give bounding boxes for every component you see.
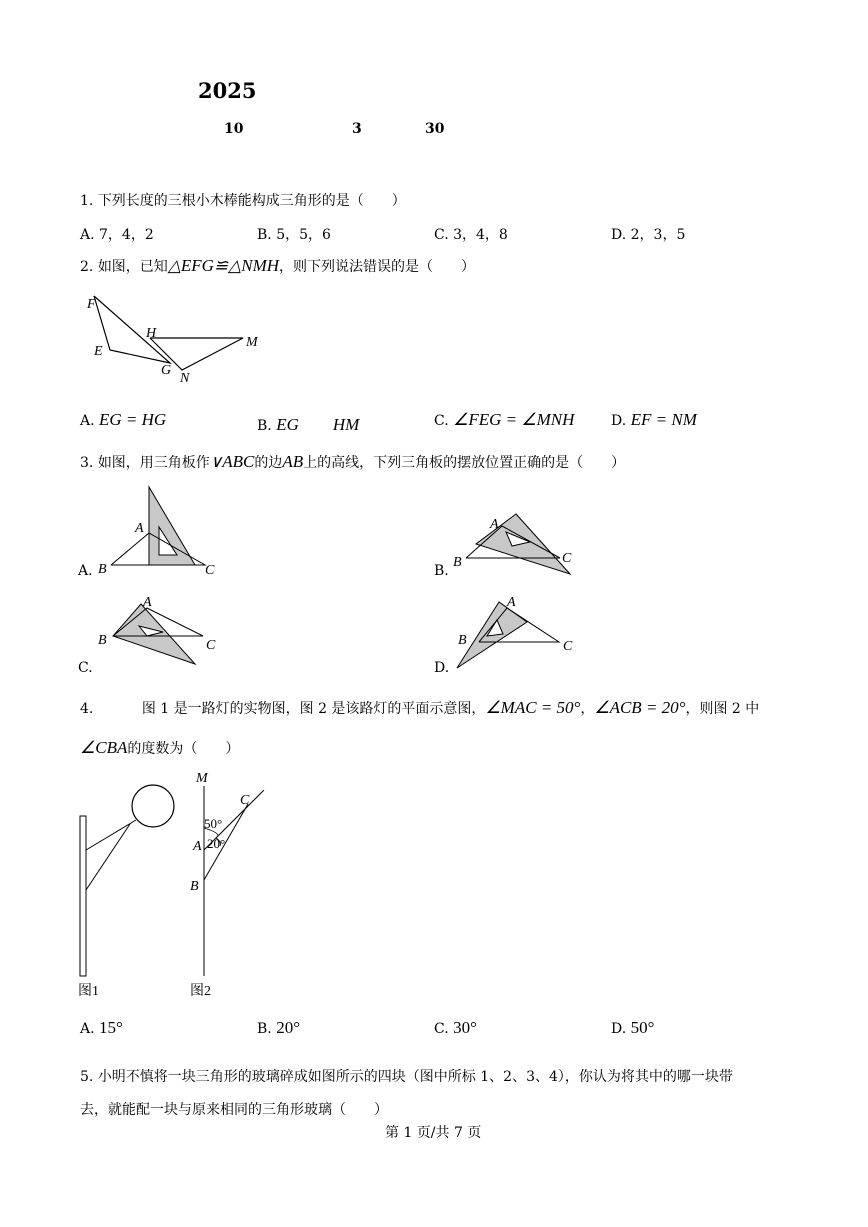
label-h: H [146,326,157,341]
option-c: C. 3，4，8 [434,227,508,243]
question-number: 3. [80,455,94,471]
q4-option-d: D. 50° [611,1018,655,1037]
label-b: B [98,633,107,648]
question-number: 5. [80,1069,94,1085]
q2-option-b: B. EG HM [257,415,360,434]
q4-option-a: A. 15° [80,1018,123,1037]
label-b: B [458,633,467,648]
label-a: A [490,517,499,532]
q2-option-a: A. EG = HG [80,410,167,429]
label-e: E [94,344,103,359]
q3-option-d: D. [434,660,450,676]
question-4-cont: ∠CBA的度数为（ ） [80,738,240,757]
q4-option-c: C. 30° [434,1018,477,1037]
question-4: 4. 图 1 是一路灯的实物图，图 2 是该路灯的平面示意图，∠MAC = 50°，∠ACB = 20°，则图 2 中 [80,698,760,717]
exam-year: 2025 [198,78,257,103]
q2-figure [80,292,280,392]
label-c: C [562,551,572,566]
option-b: B. 5，5，6 [257,227,331,243]
label-m: M [196,771,208,786]
question-5-cont: 去，就能配一块与原来相同的三角形玻璃（ ） [80,1102,388,1118]
label-c: C [206,638,216,653]
header-count-c: 30 [425,121,445,137]
label-a: A [193,839,202,854]
header-count-a: 10 [224,121,244,137]
label-c: C [563,639,573,654]
question-number: 2. [80,259,94,275]
label-a: A [507,595,516,610]
q4-option-b: B. 20° [257,1018,301,1037]
q3-option-b: B. [434,563,449,579]
label-b: B [98,562,107,577]
question-2 [80,256,475,276]
q3-figure-d [455,594,585,674]
option-d: D. 2，3，5 [611,227,686,243]
question-number: 4. [80,701,94,717]
question-1 [80,190,406,210]
page-footer: 第 1 页/共 7 页 [385,1125,482,1141]
question-stem-b: ，则下列说法错误的是（ ） [279,259,476,275]
question-stem: 下列长度的三根小木棒能构成三角形的是（ ） [97,193,406,209]
fig1-caption: 图1 [78,984,99,999]
angle-20: 20° [207,836,226,851]
q4-figures [76,768,276,1008]
q3-option-c: C. [78,660,93,676]
label-b: B [190,879,199,894]
label-g: G [161,363,172,378]
label-b: B [453,555,462,570]
header-count-b: 3 [352,121,362,137]
label-n: N [180,371,190,386]
q3-figure-c [95,594,225,664]
label-c: C [240,793,250,808]
label-m: M [246,335,258,350]
question-number: 1. [80,193,94,209]
q2-option-d: D. EF = NM [611,410,697,429]
angle-50: 50° [204,816,223,831]
q3-figure-b [450,508,585,578]
option-a: A. 7，4，2 [80,227,154,243]
label-f: F [87,297,96,312]
question-5: 5. 小明不慎将一块三角形的玻璃碎成如图所示的四块（图中所标 1、2、3、4），你认为将其中的哪一块带 [80,1069,733,1085]
label-c: C [205,563,215,578]
q3-figure-a [95,485,225,580]
label-a: A [143,595,152,610]
q2-option-c: C. ∠FEG = ∠MNH [434,410,575,429]
question-stem-math: △EFG≌△NMH [167,256,280,275]
label-a: A [135,521,144,536]
fig2-caption: 图2 [190,984,211,999]
question-stem-a: 如图，已知 [97,259,168,275]
question-3: 3. 如图，用三角板作∨ABC的边AB上的高线，下列三角板的摆放位置正确的是（ ） [80,452,626,471]
q3-option-a: A. [78,563,93,579]
